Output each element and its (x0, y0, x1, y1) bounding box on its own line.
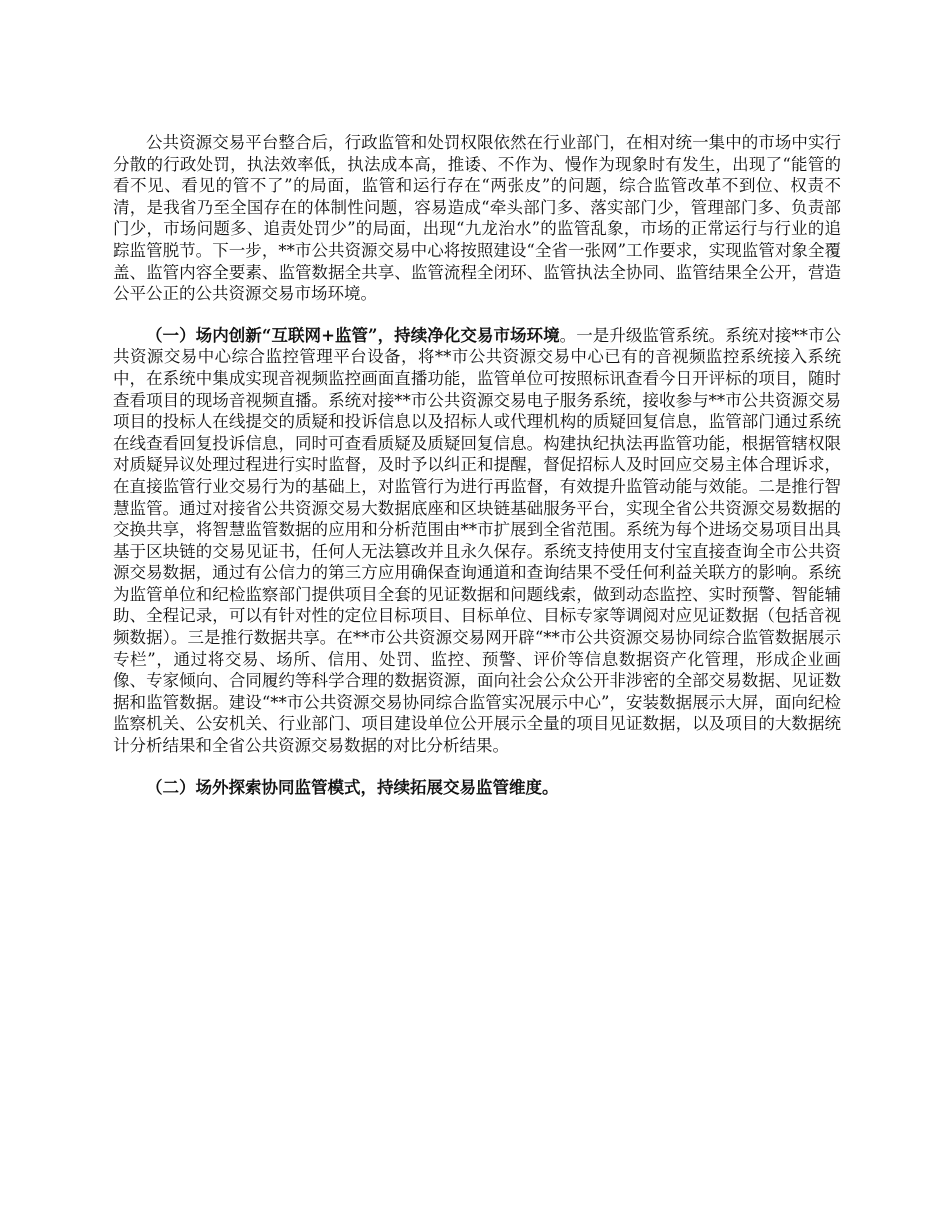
paragraph-gap (113, 757, 841, 777)
document-page (113, 132, 841, 798)
section-2-heading: （二）场外探索协同监管模式，持续拓展交易监管维度。 (146, 777, 559, 797)
paragraph-gap (113, 305, 841, 325)
section-1-paragraph (113, 325, 841, 757)
intro-paragraph: 公共资源交易平台整合后，行政监管和处罚权限依然在行业部门，在相对统一集中的市场中实行分散的行政处罚，执法效率低，执法成本高，推诿、不作为、慢作为现象时有发生，出现了“能管的看不见、看见的管不了”的局面，监管和运行存在“两张皮”的问题，综合监管改革不到位、权责不清，是我省乃至全国存在的体制性问题，容易造成“牵头部门多、落实部门少，管理部门多、负责部门少，市场问题多、追责处罚少”的局面，出现“九龙治水”的监管乱象，市场的正常运行与行业的追踪监管脱节。下一步，**市公共资源交易中心将按照建设“全省一张网”工作要求，实现监管对象全覆盖、监管内容全要素、监管数据全共享、监管流程全闭环、监管执法全协同、监管结果全公开，营造公平公正的公共资源交易市场环境。 (113, 133, 841, 304)
section-1-body: 。一是升级监管系统。系统对接**市公共资源交易中心综合监控管理平台设备，将**市公共资源交易中心已有的音视频监控系统接入系统中，在系统中集成实现音视频监控画面直播功能，监管单位可按照标讯查看今日开评标的项目，随时查看项目的现场音视频直播。系统对接**市公共资源交易电子服务系统，接收参与**市公共资源交易项目的投标人在线提交的质疑和投诉信息以及招标人或代理机构的质疑回复信息，监管部门通过系统在线查看回复投诉信息，同时可查看质疑及质疑回复信息。构建执纪执法再监管功能，根据管辖权限对质疑异议处理过程进行实时监督，及时予以纠正和提醒，督促招标人及时回应交易主体合理诉求，在直接监管行业交易行为的基础上，对监管行为进行再监督，有效提升监管动能与效能。二是推行智慧监管。通过对接省公共资源交易大数据底座和区块链基础服务平台，实现全省公共资源交易数据的交换共享，将智慧监管数据的应用和分析范围由**市扩展到全省范围。系统为每个进场交易项目出具基于区块链的交易见证书，任何人无法篡改并且永久保存。系统支持使用支付宝直接查询全市公共资源交易数据，通过有公信力的第三方应用确保查询通道和查询结果不受任何利益关联方的影响。系统为监管单位和纪检监察部门提供项目全套的见证数据和问题线索，做到动态监控、实时预警、智能辅助、全程记录，可以有针对性的定位目标项目、目标单位、目标专家等调阅对应见证数据（包括音视频数据）。三是推行数据共享。在**市公共资源交易网开辟“**市公共资源交易协同综合监管数据展示专栏”，通过将交易、场所、信用、处罚、监控、预警、评价等信息数据资产化管理，形成企业画像、专家倾向、合同履约等科学合理的数据资源，面向社会公众公开非涉密的全部交易数据、见证数据和监管数据。建设“**市公共资源交易协同综合监管实况展示中心”，安装数据展示大屏，面向纪检监察机关、公安机关、行业部门、项目建设单位公开展示全量的项目见证数据，以及项目的大数据统计分析结果和全省公共资源交易数据的对比分析结果。 (113, 325, 842, 756)
section-1-heading: （一）场内创新“互联网+监管”，持续净化交易市场环境 (146, 325, 560, 345)
